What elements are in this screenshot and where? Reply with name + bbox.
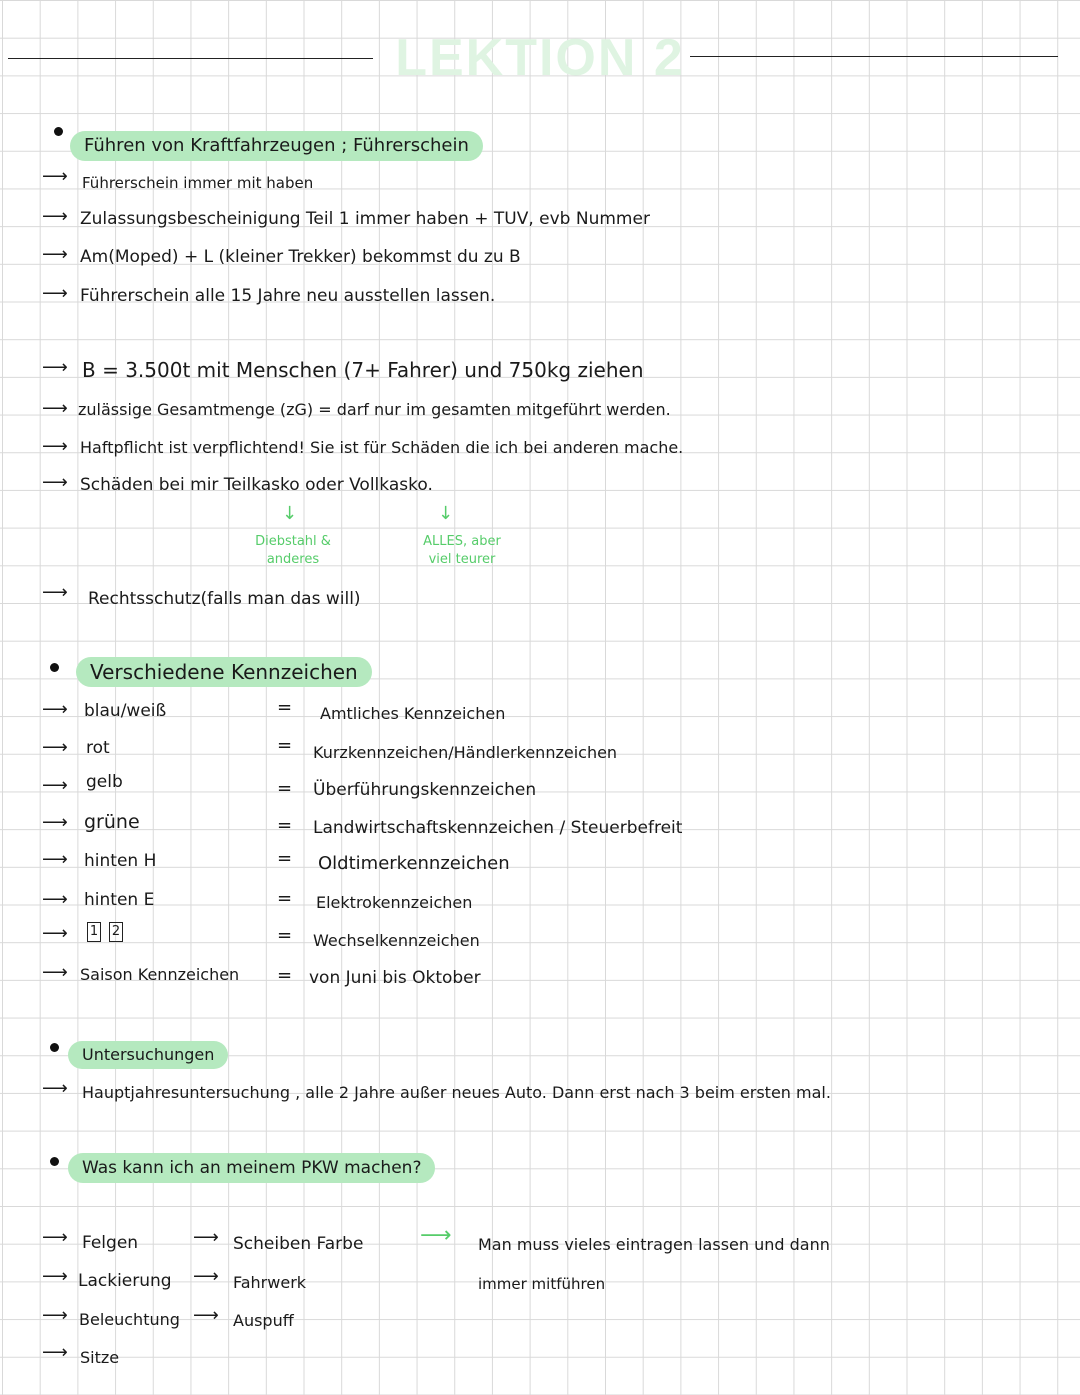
arrow-icon: ⟶ bbox=[42, 206, 68, 227]
arrow-icon: ⟶ bbox=[42, 775, 68, 796]
note-vollkasko: ALLES, aber viel teurer bbox=[423, 534, 501, 567]
equals-sign: = bbox=[277, 925, 293, 946]
arrow-icon: ⟶ bbox=[42, 357, 68, 378]
arrow-icon: ⟶ bbox=[193, 1266, 219, 1287]
arrow-icon: ⟶ bbox=[42, 1266, 68, 1287]
kennzeichen-right: Überführungskennzeichen bbox=[313, 780, 537, 800]
pkw-item: Sitze bbox=[80, 1348, 120, 1367]
note-teilkasko: Diebstahl & anderes bbox=[255, 534, 331, 567]
equals-sign: = bbox=[277, 888, 293, 909]
header-rule-right bbox=[690, 56, 1058, 57]
section-heading-pkw: Was kann ich an meinem PKW machen? bbox=[68, 1153, 435, 1183]
arrow-icon: ⟶ bbox=[42, 436, 68, 457]
arrow-icon: ⟶ bbox=[193, 1305, 219, 1326]
kennzeichen-right: von Juni bis Oktober bbox=[309, 968, 481, 988]
page-title: LEKTION 2 bbox=[395, 29, 685, 87]
equals-sign: = bbox=[277, 735, 293, 756]
list-item: Rechtsschutz(falls man das will) bbox=[88, 589, 361, 609]
arrow-icon: ⟶ bbox=[42, 1227, 68, 1248]
arrow-icon: ⟶ bbox=[42, 849, 68, 870]
arrow-icon: ⟶ bbox=[42, 244, 68, 265]
equals-sign: = bbox=[277, 848, 293, 869]
arrow-icon: ⟶ bbox=[42, 472, 68, 493]
arrow-icon: ⟶ bbox=[42, 812, 68, 833]
pkw-item: Scheiben Farbe bbox=[233, 1234, 364, 1254]
plate-box-2: 2 bbox=[109, 922, 123, 942]
list-item: Schäden bei mir Teilkasko oder Vollkasko. bbox=[80, 475, 433, 495]
arrow-icon: ⟶ bbox=[193, 1227, 219, 1248]
pkw-item: Beleuchtung bbox=[79, 1310, 180, 1329]
plate-box-1: 1 bbox=[87, 922, 101, 942]
kennzeichen-left: hinten H bbox=[84, 851, 157, 871]
kennzeichen-right: Landwirtschaftskennzeichen / Steuerbefreit bbox=[313, 818, 683, 838]
equals-sign: = bbox=[277, 778, 293, 799]
arrow-icon: ⟶ bbox=[42, 582, 68, 603]
bullet-dot bbox=[50, 1043, 59, 1052]
down-arrow-icon: ↓ bbox=[282, 503, 298, 524]
bullet-dot bbox=[50, 1157, 59, 1166]
kennzeichen-left: rot bbox=[86, 738, 110, 758]
kennzeichen-left: blau/weiß bbox=[84, 701, 167, 721]
kennzeichen-left: gelb bbox=[86, 772, 123, 792]
down-arrow-icon: ↓ bbox=[438, 503, 454, 524]
pkw-item: Felgen bbox=[82, 1233, 139, 1253]
list-item: Führerschein immer mit haben bbox=[82, 174, 314, 192]
arrow-icon: ⟶ bbox=[42, 166, 68, 187]
equals-sign: = bbox=[277, 697, 293, 718]
section-heading-untersuchungen: Untersuchungen bbox=[68, 1041, 228, 1069]
kennzeichen-right: Oldtimerkennzeichen bbox=[318, 853, 510, 874]
kennzeichen-right: Elektrokennzeichen bbox=[316, 893, 473, 912]
list-item: zulässige Gesamtmenge (zG) = darf nur im gesamten mitgeführt werden. bbox=[78, 400, 671, 419]
pkw-item: Lackierung bbox=[78, 1271, 172, 1291]
green-arrow-icon: ⟶ bbox=[420, 1223, 452, 1248]
arrow-icon: ⟶ bbox=[42, 1078, 68, 1099]
kennzeichen-left: Saison Kennzeichen bbox=[80, 965, 240, 984]
kennzeichen-right: Kurzkennzeichen/Händlerkennzeichen bbox=[313, 743, 618, 762]
arrow-icon: ⟶ bbox=[42, 737, 68, 758]
arrow-icon: ⟶ bbox=[42, 962, 68, 983]
arrow-icon: ⟶ bbox=[42, 283, 68, 304]
kennzeichen-right: Amtliches Kennzeichen bbox=[320, 704, 506, 723]
list-item: Am(Moped) + L (kleiner Trekker) bekommst du zu B bbox=[80, 247, 521, 267]
bullet-dot bbox=[54, 127, 63, 136]
kennzeichen-left: grüne bbox=[84, 811, 140, 833]
arrow-icon: ⟶ bbox=[42, 699, 68, 720]
arrow-icon: ⟶ bbox=[42, 1342, 68, 1363]
arrow-icon: ⟶ bbox=[42, 889, 68, 910]
pkw-item: Fahrwerk bbox=[233, 1273, 307, 1292]
arrow-icon: ⟶ bbox=[42, 923, 68, 944]
section-heading-fuehren: Führen von Kraftfahrzeugen ; Führerschein bbox=[70, 131, 483, 161]
arrow-icon: ⟶ bbox=[42, 398, 68, 419]
section-heading-kennzeichen: Verschiedene Kennzeichen bbox=[76, 657, 372, 687]
pkw-item: Auspuff bbox=[233, 1311, 294, 1330]
kennzeichen-right: Wechselkennzeichen bbox=[313, 931, 480, 950]
pkw-note-line1: Man muss vieles eintragen lassen und dann bbox=[478, 1235, 830, 1254]
list-item: Haftpflicht ist verpflichtend! Sie ist für Schäden die ich bei anderen mache. bbox=[80, 438, 684, 457]
arrow-icon: ⟶ bbox=[42, 1305, 68, 1326]
bullet-dot bbox=[50, 663, 59, 672]
pkw-note-line2: immer mitführen bbox=[478, 1275, 606, 1293]
list-item: Zulassungsbescheinigung Teil 1 immer haben + TUV, evb Nummer bbox=[80, 209, 650, 229]
equals-sign: = bbox=[277, 815, 293, 836]
list-item: Hauptjahresuntersuchung , alle 2 Jahre außer neues Auto. Dann erst nach 3 beim ersten mal. bbox=[82, 1083, 831, 1102]
list-item: B = 3.500t mit Menschen (7+ Fahrer) und 750kg ziehen bbox=[82, 358, 644, 382]
equals-sign: = bbox=[277, 965, 293, 986]
list-item: Führerschein alle 15 Jahre neu ausstellen lassen. bbox=[80, 286, 496, 306]
kennzeichen-left: hinten E bbox=[84, 890, 155, 910]
wechsel-boxes bbox=[87, 920, 131, 942]
